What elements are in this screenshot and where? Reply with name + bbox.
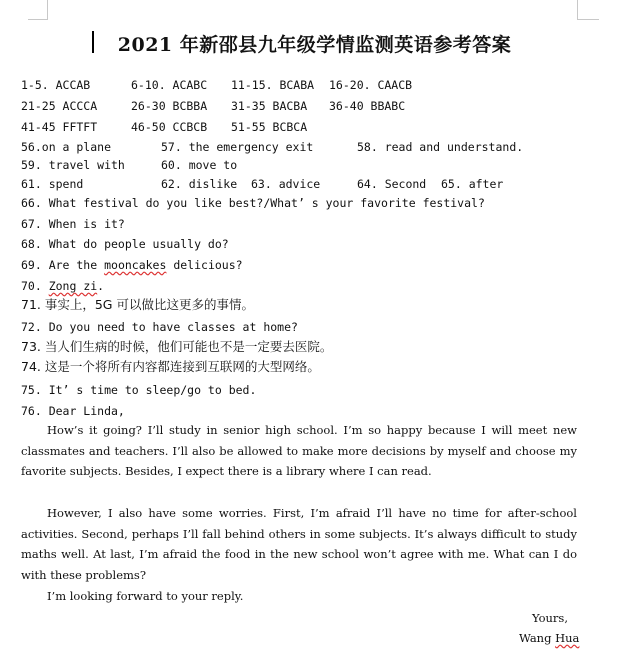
spellcheck-word: mooncakes (104, 258, 167, 272)
crop-mark-top-right (577, 0, 578, 19)
essay-paragraph-3: I’m looking forward to your reply. (47, 589, 244, 603)
answer-item: 57. the emergency exit (161, 140, 314, 154)
answer-item: 51-55 BCBCA (231, 120, 308, 134)
answer-69-prefix: 69. Are the (21, 258, 105, 272)
answer-66: 66. What festival do you like best?/What’ s your favorite festival? (21, 196, 485, 210)
crop-mark-top-left (47, 0, 48, 19)
essay-paragraph-2: However, I also have some worries. First, I’m afraid I’ll have no time for after-school activities. Second, perhaps I’ll fall behind others in some subjects. It’s always difficult to study maths well. At last, I’m afraid the food in the new school won’t agree with me. What can I do with these problems? (21, 506, 577, 583)
essay-paragraph-1: How’s it going? I’ll study in senior high school. I’m so happy because I will meet new classmates and teachers. I’ll also be allowed to make more decisions by myself and choose my favorite subjects. Besides, I expect there is a library where I can read. (21, 423, 577, 479)
answer-item: 65. after (441, 177, 504, 191)
answer-item: 60. move to (161, 158, 238, 172)
answer-item: 46-50 CCBCB (131, 120, 208, 134)
spellcheck-word: Hua (555, 631, 580, 645)
answer-68: 68. What do people usually do? (21, 237, 229, 251)
answer-76: 76. Dear Linda, (21, 404, 125, 418)
answer-70-suffix: . (97, 279, 105, 293)
answer-70-prefix: 70. (21, 279, 49, 293)
answer-73: 73. 当人们生病的时候，他们可能也不是一定要去医院。 (21, 339, 333, 354)
answer-69 (21, 258, 243, 272)
answer-item: 59. travel with (21, 158, 125, 172)
answer-item: 61. spend (21, 177, 84, 191)
answer-74: 74. 这是一个将所有内容都连接到互联网的大型网络。 (21, 359, 320, 374)
answer-item: 6-10. ACABC (131, 78, 208, 92)
signature (519, 631, 579, 645)
answer-72: 72. Do you need to have classes at home? (21, 320, 298, 334)
answer-item: 31-35 BACBA (231, 99, 308, 113)
answer-67: 67. When is it? (21, 217, 125, 231)
answer-item: 16-20. CAACB (329, 78, 413, 92)
answer-item: 63. advice (251, 177, 321, 191)
crop-mark-top-right-h (577, 19, 599, 20)
crop-mark-top-left-h (28, 19, 48, 20)
answer-item: 1-5. ACCAB (21, 78, 91, 92)
answer-71: 71. 事实上，5G 可以做比这更多的事情。 (21, 297, 254, 312)
answer-69-suffix: delicious? (166, 258, 243, 272)
answer-70 (21, 279, 104, 293)
answer-item: 11-15. BCABA (231, 78, 315, 92)
answer-item: 21-25 ACCCA (21, 99, 98, 113)
answer-item: 36-40 BBABC (329, 99, 406, 113)
answer-item: 58. read and understand. (357, 140, 524, 154)
answer-item: 41-45 FFTFT (21, 120, 98, 134)
answer-item: 56.on a plane (21, 140, 112, 154)
answer-item: 26-30 BCBBA (131, 99, 208, 113)
page-title: 2021 年新邵县九年级学情监测英语参考答案 (117, 34, 512, 56)
spellcheck-word: Zong zi (48, 279, 98, 293)
answer-75: 75. It’ s time to sleep/go to bed. (21, 383, 257, 397)
signature-first: Wang (519, 631, 556, 645)
answer-item: 64. Second (357, 177, 427, 191)
answer-item: 62. dislike (161, 177, 238, 191)
closing: Yours, (532, 611, 568, 625)
